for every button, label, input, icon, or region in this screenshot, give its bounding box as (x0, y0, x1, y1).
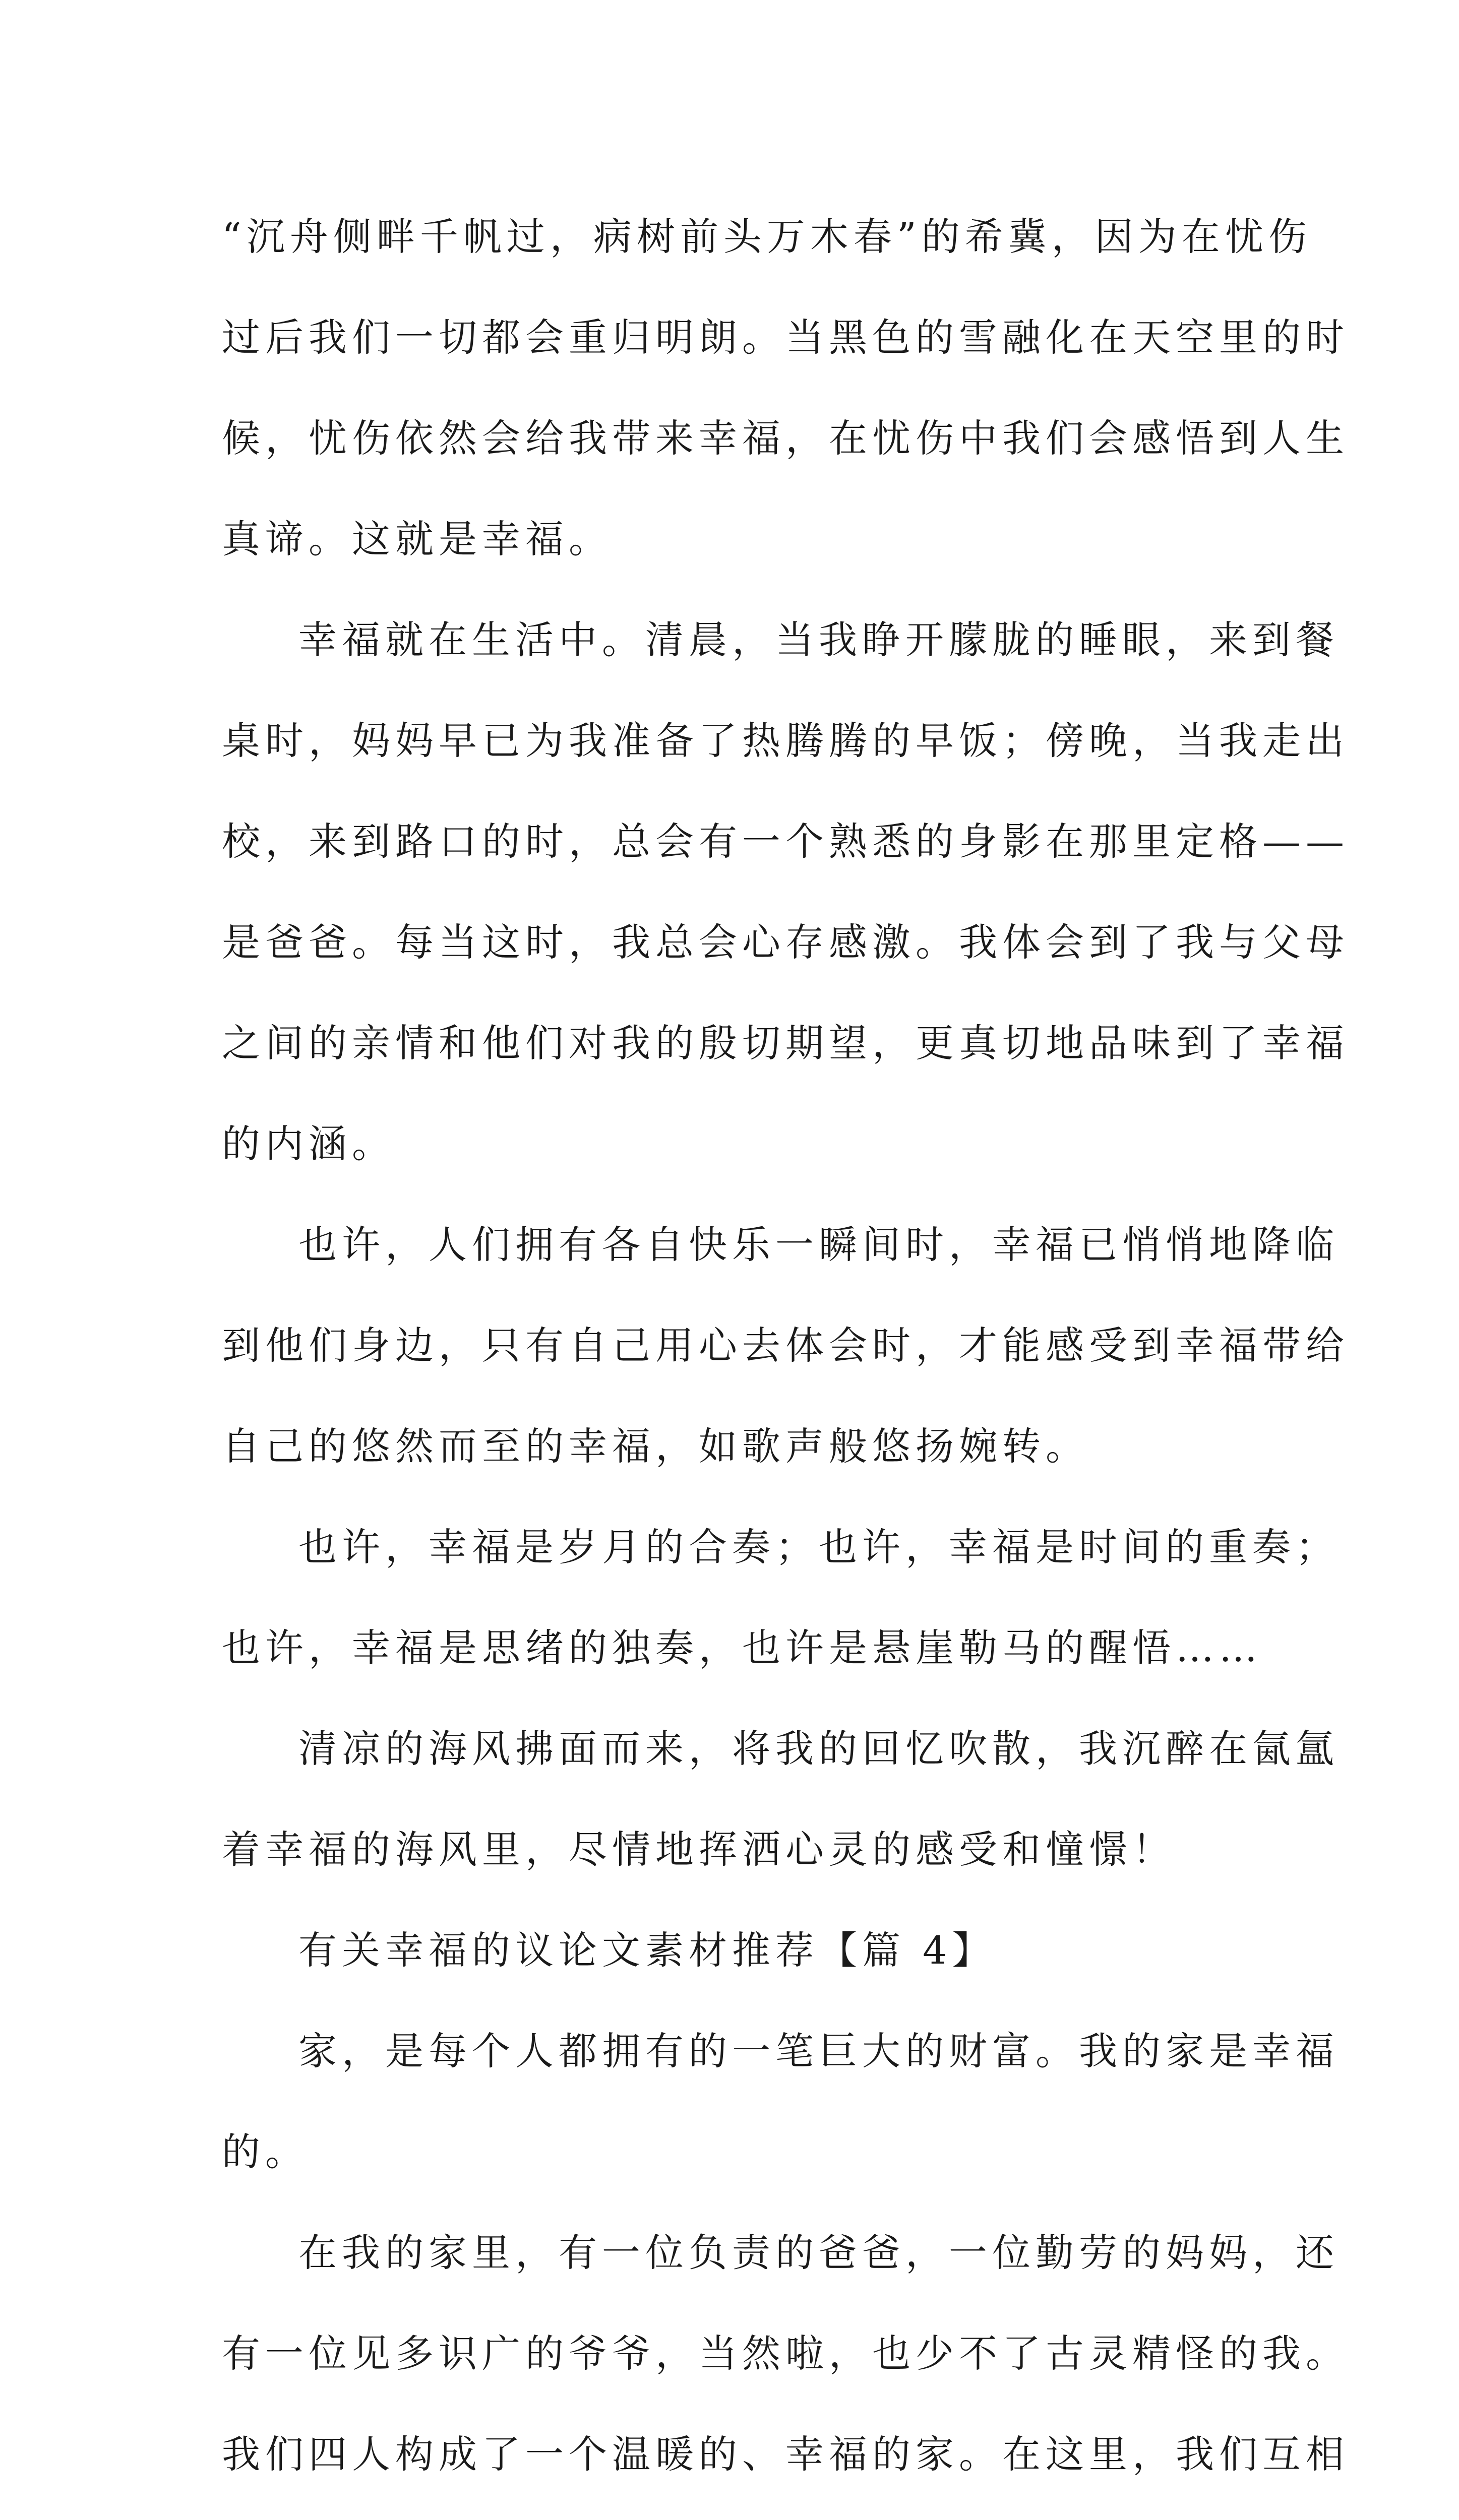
text-line: 也许，幸福是思绪的独奏，也许是悬崖勒马的醒悟…… (222, 1625, 1262, 1670)
text-line: 校，来到路口的时，总会有一个熟悉的身影在那里定格—— (222, 819, 1349, 864)
text-line: 的。 (222, 2129, 309, 2174)
text-line: 幸福就在生活中。清晨，当我睁开朦胧的睡眼，来到餐 (298, 617, 1339, 662)
text-line: 桌时，妈妈早已为我准备了热腾腾的早饭；傍晚，当我走出 (222, 718, 1349, 763)
text-line: 到他们身边，只有自己用心去体会时，才能感受到幸福带给 (222, 1323, 1349, 1368)
text-line: 之间的亲情和他们对我的殷切期望，更真切地品味到了幸福 (222, 1021, 1349, 1065)
text-line: 家，是每个人都拥有的一笔巨大的财富。我的家是幸福 (298, 2029, 1339, 2073)
text-line: 清凉的海风拂面而来，将我的回忆吹散，我沉醉在氤氲 (298, 1726, 1339, 1771)
text-line: 有一位见多识广的爷爷，当然啦，也少不了古灵精怪的我。 (222, 2331, 1349, 2376)
text-line: 过后我们一切都会重归明朗。当黑色的雪融化在天空里的时 (222, 315, 1349, 360)
text-line (222, 2505, 1240, 2520)
text-line: 自己的悠然而至的幸福，如歌声般悠扬婉转。 (222, 1424, 1089, 1469)
text-line: 真谛。这就是幸福。 (222, 517, 612, 561)
text-line: 的内涵。 (222, 1121, 395, 1166)
text-line: 也许，人们拥有各自快乐一瞬间时，幸福已悄悄地降临 (298, 1222, 1339, 1267)
text-line: 也许，幸福是岁月的合奏；也许，幸福是时间的重奏； (298, 1525, 1339, 1569)
section-heading: 有关幸福的议论文素材推荐【篇 4】 (298, 1928, 996, 1973)
text-line: 在我的家里，有一位负责的爸爸，一位勤劳的妈妈，还 (298, 2230, 1339, 2275)
text-line: 着幸福的海风里，尽情地挥洒心灵的感受和憧憬！ (222, 1827, 1176, 1872)
text-line: 候，忧伤依然会给我带来幸福，在忧伤中我们会感悟到人生 (222, 416, 1349, 461)
text-line: 是爸爸。每当这时，我总会心存感激。我体会到了我与父母 (222, 920, 1349, 965)
text-line: “沉舟侧畔千帆过，病树前头万木春”的希冀，因为在忧伤 (222, 214, 1312, 259)
body-text (222, 186, 1349, 2520)
text-line: 我们四人构成了一个温暖的、幸福的家。在这里，我们互相 (222, 2432, 1349, 2477)
